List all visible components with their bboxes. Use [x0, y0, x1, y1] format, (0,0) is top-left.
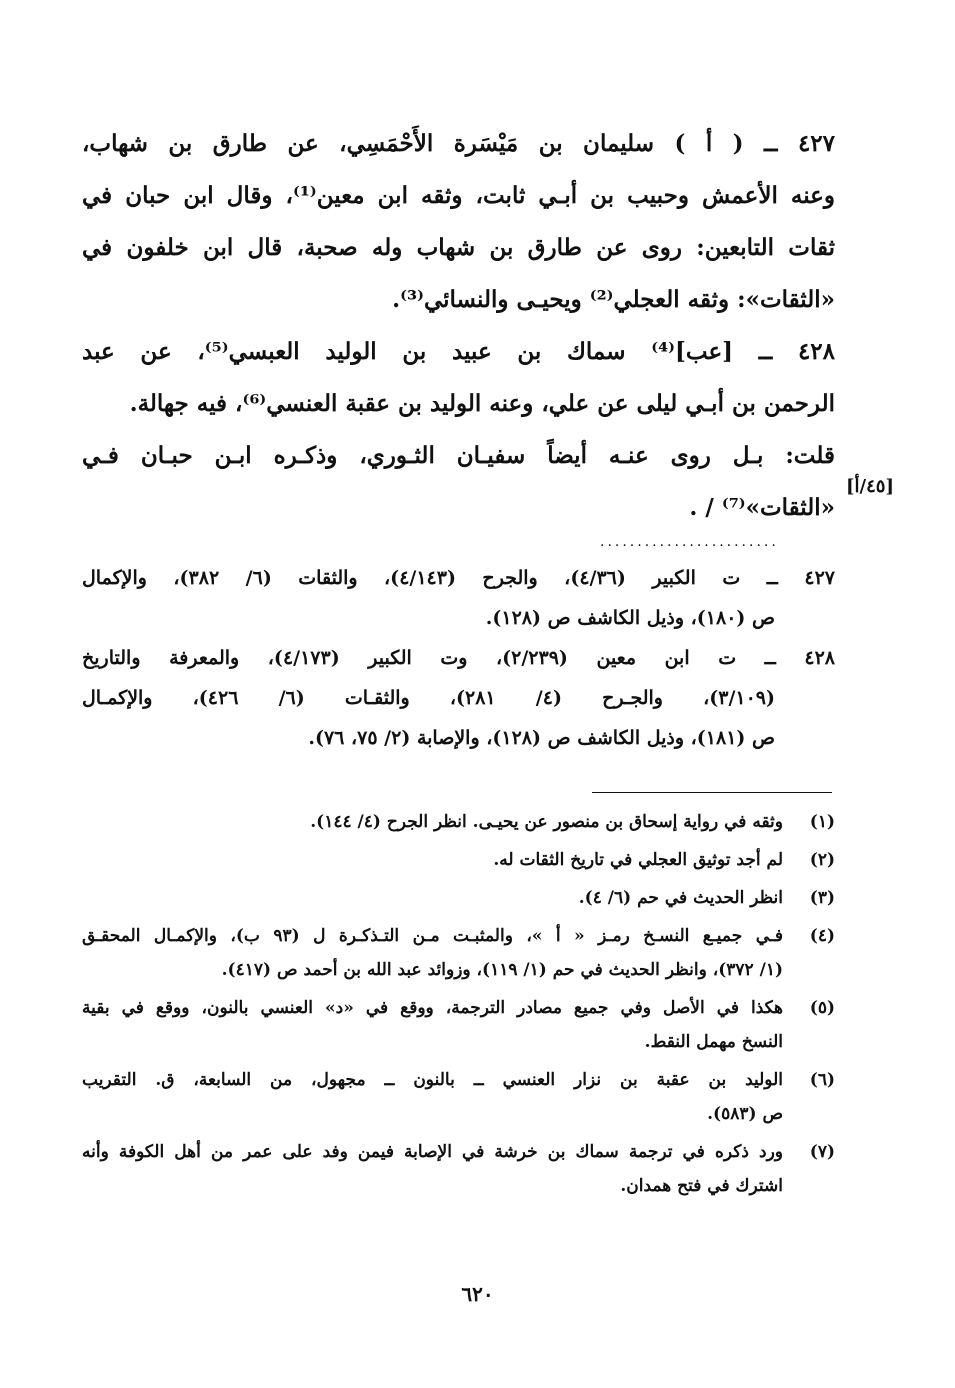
footnote-line: هكذا في الأصل وفي جميع مصادر الترجمة، ووقع في «د» العنسي بالنون، ووقع في بقية	[82, 998, 783, 1018]
main-text	[82, 118, 835, 534]
footnote-line: ورد ذكره في ترجمة سماك بن خرشة في الإصابة فيمن وفد على عمر من أهل الكوفة وأنه	[82, 1142, 783, 1162]
footnote-line: لم أجد توثيق العجلي في تاريخ الثقات له.	[493, 850, 783, 870]
footnote-line: الوليد بن عقبة بن نزار العنسي ــ بالنون ــ مجهول، من السابعة، ق. التقريب	[82, 1070, 783, 1090]
source-line: ص (١٨٠)، وذيل الكاشف ص (١٢٨).	[485, 607, 775, 629]
text-line: «الثقات»⁽⁷⁾ / .	[689, 494, 835, 521]
footnote	[82, 881, 835, 915]
text-line: الرحمن بن أبـي ليلى عن علي، وعنه الوليد بن عقبة العنسي⁽⁶⁾، فيه جهالة.	[129, 390, 835, 417]
footnote-line: النسخ مهمل النقط.	[644, 1032, 783, 1052]
margin-folio-note: [٤٥/أ]	[846, 476, 894, 497]
text-line: ٤٢٨ ــ [عب]⁽⁴⁾ سماك بن عبيد بن الوليد العبسي⁽⁵⁾، عن عبد	[82, 338, 835, 365]
footnote-line: اشترك في فتح همدان.	[620, 1176, 783, 1196]
footnote-rule	[592, 792, 832, 793]
footnote-number: (١)	[809, 812, 835, 832]
footnote	[82, 991, 835, 1059]
footnote-number: (٢)	[809, 850, 835, 870]
text-line: ٤٢٧ ــ ( أ ) سليمان بن مَيْسَرة الأَحْمَسِي، عن طارق بن شهاب،	[82, 130, 835, 157]
text-line: وعنه الأعمش وحبيب بن أبـي ثابت، وثقه ابن معين⁽¹⁾، وقال ابن حبان في	[82, 182, 835, 209]
footnote-number: (٧)	[809, 1142, 835, 1162]
footnote	[82, 1063, 835, 1131]
footnote-line: (١/ ٣٧٢)، وانظر الحديث في حم (١/ ١١٩)، وزوائد عبد الله بن أحمد ص (٤١٧).	[221, 960, 783, 980]
footnote-number: (٣)	[809, 888, 835, 908]
footnote-number: (٦)	[809, 1070, 835, 1090]
footnote-line: انظر الحديث في حم (٦/ ٤).	[578, 888, 783, 908]
footnote	[82, 805, 835, 839]
footnote-line: وثقه في رواية إسحاق بن منصور عن يحيـى. انظر الجرح (٤/ ١٤٤).	[310, 812, 783, 832]
footnote-line: فـي جميـع النسـخ رمـز « أ »، والمثبـت مـن التـذكـرة ل (٩٣ ب)، والإكمـال المحقـق	[82, 926, 783, 946]
footnote	[82, 1135, 835, 1203]
source-line: ص (١٨١)، وذيل الكاشف ص (١٢٨)، والإصابة (٢/ ٧٥، ٧٦).	[308, 727, 775, 749]
footnotes	[82, 805, 835, 1207]
source-line: ٤٢٨ ــ ت ابن معين (٢/٢٣٩)، وت الكبير (٤/١٧٣)، والمعرفة والتاريخ	[82, 647, 836, 669]
text-line: قلت: بـل روى عنـه أيضاً سفيـان الثـوري، وذكـره ابـن حبـان فـي	[82, 442, 835, 469]
footnote-number: (٤)	[809, 926, 835, 946]
footnote	[82, 843, 835, 877]
text-line: ثقات التابعين: روى عن طارق بن شهاب وله صحبة، قال ابن خلفون في	[82, 234, 835, 261]
sources-block	[82, 558, 835, 758]
footnote	[82, 919, 835, 987]
dotted-separator: ........................	[600, 534, 779, 550]
page-number: ٦٢٠	[461, 1282, 494, 1306]
source-line: ٤٢٧ ــ ت الكبير (٤/٣٦)، والجرح (٤/١٤٣)، والثقات (٦/ ٣٨٢)، والإكمال	[82, 567, 835, 589]
footnote-line: ص (٥٨٣).	[707, 1104, 783, 1124]
text-line: «الثقات»: وثقه العجلي⁽²⁾ ويحيـى والنسائي⁽³⁾.	[392, 286, 835, 313]
footnote-number: (٥)	[809, 998, 835, 1018]
source-line: (٣/١٠٩)، والجـرح (٤/ ٢٨١)، والثقـات (٦/ ٤٢٦)، والإكمـال	[82, 687, 776, 709]
